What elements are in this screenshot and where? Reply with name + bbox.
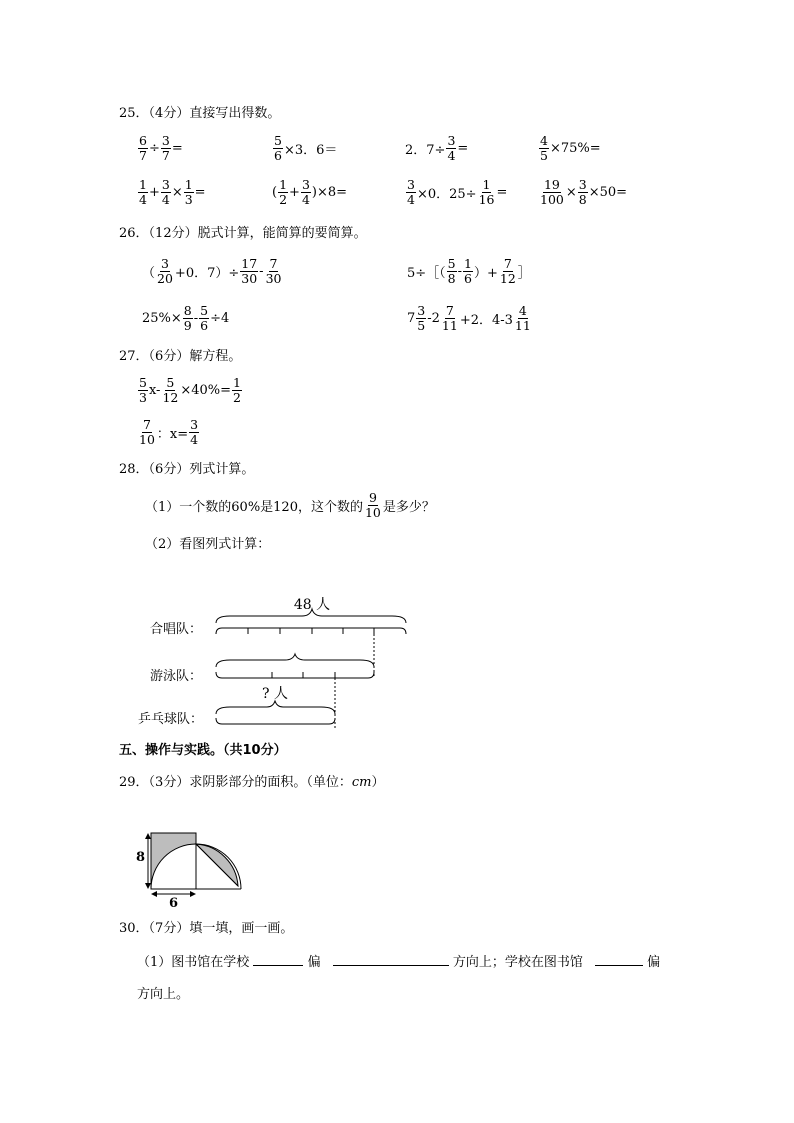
q27-title: 27．（6分）解方程。: [119, 349, 242, 364]
row-label-swim: 游泳队：: [150, 669, 203, 684]
q29-title: 29．（3分）求阴影部分的面积。（单位：cm）: [119, 775, 385, 790]
q25-expr-1: $\frac{6}{7}$ ÷ $\frac{3}{7}$ =: [139, 133, 183, 163]
q25-expr-2: $\frac{5}{6}$ ×3．6＝: [274, 133, 338, 163]
q30-part1-line2: 方向上。: [137, 987, 190, 1002]
q27-equation-2: $\frac{7}{10}$ ：x= $\frac{3}{4}$: [139, 417, 199, 447]
q25-expr-5: $\frac{1}{4}$ + $\frac{3}{4}$ × $\frac{1}{3}$ =: [139, 177, 206, 207]
q26-expr-3: 25%× $\frac{8}{9}$ - $\frac{5}{6}$ ÷4: [142, 303, 230, 333]
row-label-choir: 合唱队：: [150, 622, 203, 637]
q28-part2: （2）看图列式计算：: [145, 537, 271, 552]
q26-expr-4: 7 $\frac{3}{5}$ -2 $\frac{7}{11}$ +2．4-3 $\frac{4}{11}$: [407, 303, 531, 333]
q28-bar-diagram: [130, 590, 420, 735]
swim-brace: [216, 654, 374, 667]
q29-shaded-figure: [132, 828, 244, 908]
q25-expr-3: 2．7÷ $\frac{3}{4}$ =: [405, 133, 469, 163]
diagram-label-total: 48 人: [293, 597, 331, 613]
section-5-heading: 五、操作与实践。（共10分）: [119, 743, 287, 758]
q26-title: 26．（12分）脱式计算，能简算的要简算。: [119, 226, 367, 241]
bar-pingpong: [216, 718, 335, 724]
height-label: 8: [136, 850, 146, 865]
diagram-label-unknown: ? 人: [262, 686, 288, 702]
q25-expr-7: $\frac{3}{4}$ ×0．25÷ $\frac{1}{16}$ =: [407, 177, 508, 207]
q25-expr-4: $\frac{4}{5}$ ×75%=: [540, 133, 601, 163]
q27-equation-1: $\frac{5}{3}$ x- $\frac{5}{12}$ ×40%= $\frac{1}{2}$: [139, 375, 241, 405]
blank-3[interactable]: [595, 953, 643, 966]
q25-expr-6: ( $\frac{1}{2}$ + $\frac{3}{4}$ )×8=: [272, 177, 348, 207]
q28-part1: （1）一个数的60%是120，这个数的 $\frac{9}{10}$ 是多少？: [145, 490, 435, 520]
blank-2[interactable]: [333, 953, 449, 966]
row-label-pingpong: 乒乓球队：: [138, 712, 204, 727]
bar-choir: [216, 628, 406, 634]
q25-title: 25．（4分）直接写出得数。: [119, 106, 281, 121]
top-brace: [216, 609, 406, 623]
q26-expr-2: 5÷［（ $\frac{5}{8}$ - $\frac{1}{6}$ ）+ $\frac{7}{12}$ ］: [407, 256, 531, 286]
q30-title: 30．（7分）填一填，画一画。: [119, 921, 294, 936]
q25-expr-8: $\frac{19}{100}$ × $\frac{3}{8}$ ×50=: [540, 177, 628, 207]
bar-swim-ticks: [272, 672, 335, 678]
q30-part1-line1: （1）图书馆在学校 偏 方向上；学校在图书馆 偏: [137, 955, 661, 970]
bar-choir-ticks: [248, 628, 374, 634]
width-label: 6: [169, 896, 179, 908]
bar-swim: [216, 672, 374, 678]
pingpong-brace: [216, 701, 335, 714]
q26-expr-1: （ $\frac{3}{20}$ +0．7）÷ $\frac{17}{30}$ - $\frac{7}{30}$: [142, 256, 282, 286]
blank-1[interactable]: [253, 953, 303, 966]
q28-title: 28．（6分）列式计算。: [119, 462, 255, 477]
